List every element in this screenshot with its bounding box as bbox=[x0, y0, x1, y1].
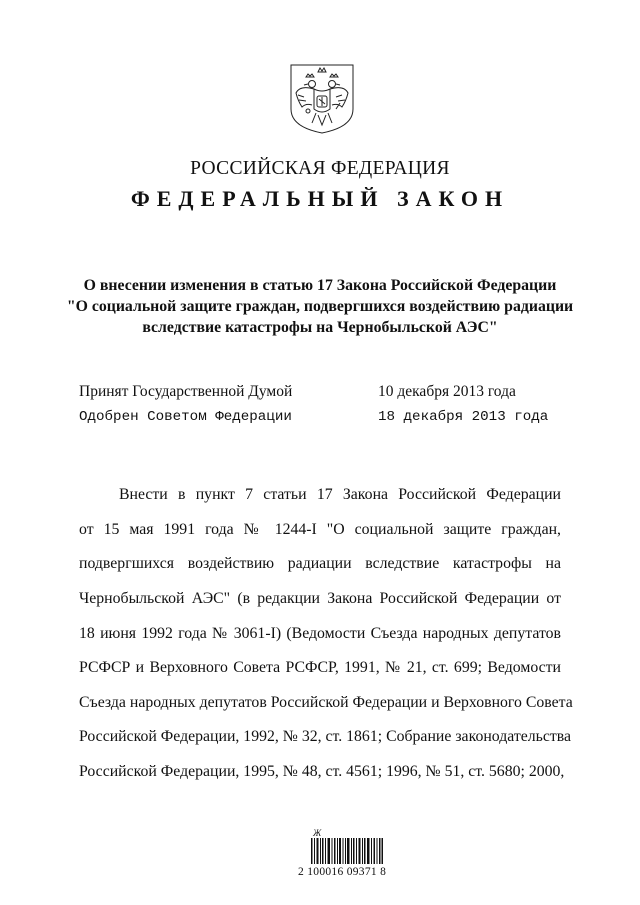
coat-of-arms-icon bbox=[288, 63, 356, 135]
duma-approval-date: 10 декабря 2013 года bbox=[378, 383, 516, 400]
council-approval-label: Одобрен Советом Федерации bbox=[79, 409, 292, 425]
body-text-line: Чернобыльской АЭС" (в редакции Закона Российской Федерации от bbox=[79, 590, 561, 607]
body-text-line: РСФСР и Верховного Совета РСФСР, 1991, № 21, ст. 699; Ведомости bbox=[79, 659, 561, 676]
law-title-line-3: вследствие катастрофы на Чернобыльской АЭС" bbox=[142, 319, 498, 336]
law-title-line-1: О внесении изменения в статью 17 Закона Российской Федерации bbox=[83, 277, 557, 294]
barcode-mark-icon: Ж bbox=[313, 828, 322, 838]
barcode-icon bbox=[311, 838, 383, 864]
body-text-line: от 15 мая 1991 года № 1244-I "О социальной защите граждан, bbox=[79, 521, 561, 538]
body-text-line: Российской Федерации, 1992, № 32, ст. 1861; Собрание законодательства bbox=[79, 728, 572, 745]
body-text-line: Российской Федерации, 1995, № 48, ст. 4561; 1996, № 51, ст. 5680; 2000, bbox=[79, 763, 565, 780]
body-text-line: Съезда народных депутатов Российской Федерации и Верховного Совета bbox=[79, 694, 573, 711]
duma-approval-label: Принят Государственной Думой bbox=[79, 383, 293, 400]
law-title-line-2: "О социальной защите граждан, подвергшихся воздействию радиации bbox=[66, 298, 574, 315]
body-text-line: подвергшихся воздействию радиации вследствие катастрофы на bbox=[79, 555, 561, 572]
barcode-number: 2 100016 09371 8 bbox=[298, 866, 387, 878]
council-approval-date: 18 декабря 2013 года bbox=[378, 409, 549, 425]
law-type-heading: ФЕДЕРАЛЬНЫЙ ЗАКОН bbox=[130, 186, 510, 211]
body-text-line: 18 июня 1992 года № 3061-I) (Ведомости Съезда народных депутатов bbox=[79, 625, 561, 642]
state-name: РОССИЙСКАЯ ФЕДЕРАЦИЯ bbox=[190, 158, 450, 179]
body-text-line: Внести в пункт 7 статьи 17 Закона Российской Федерации bbox=[119, 486, 561, 503]
